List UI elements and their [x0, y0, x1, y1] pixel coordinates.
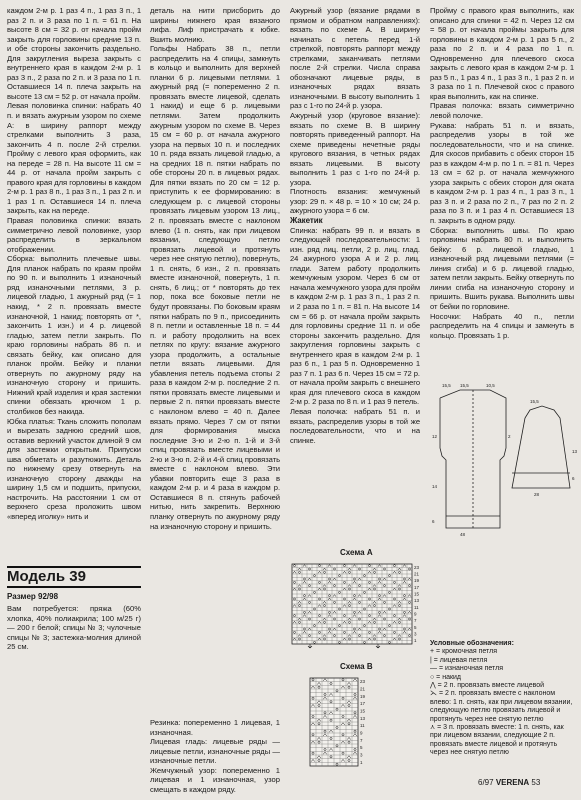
page-number: 53 [531, 778, 541, 787]
paragraph: Рукава: набрать 51 п. и вязать, распределив узоры в той же последовательности, что и на спинке. Для скосов прибавить с обеих сторон 15 раз в каждом 4-м р. по 1 п. = 81 п. Через 13 см = 62 р. от начала жемчужного узора закрыть с обеих сторон для оката в каждом 2-м р. 1 раз 4 п., 1 раз 3 п., 1 раз 3 п. и 2 раза по 2 п., 7 раз по 2 п. 2 раза по 3 п. и 1 раз 4 п. Оставшиеся 13 п. закрыть в одном ряду. [430, 120, 574, 226]
section-heading: Жакетик [290, 216, 323, 226]
model-title-box [7, 566, 141, 588]
paragraph: Правая полочка: вязать симметрично левой полочке. [430, 101, 574, 121]
legend-title: Условные обозначения: [430, 640, 514, 647]
row-number: 5 [360, 745, 363, 751]
row-number: 11 [414, 604, 419, 610]
svg-text:15,5: 15,5 [442, 383, 451, 388]
row-number: 3 [360, 752, 363, 758]
size-line: Размер 92/98 [7, 592, 59, 601]
row-number: 1 [360, 759, 363, 765]
scheme-b-label: Схема В [340, 662, 373, 671]
page-footer [478, 778, 540, 787]
legend [430, 640, 574, 758]
row-number: 17 [360, 701, 366, 707]
model-title: Модель 39 [7, 568, 86, 585]
row-number: 15 [360, 708, 366, 714]
row-number: 7 [360, 737, 363, 743]
svg-text:48: 48 [460, 532, 466, 537]
row-number: 9 [414, 611, 417, 617]
materials-text: Вам потребуется: пряжа (60% хлопка, 40% полиакрила; 100 м/25 г) — 200 г белой; спицы № 3; чулочные спицы № 3; застежка-молния длиной 25 см. [7, 604, 141, 651]
scheme-a-grid [288, 560, 428, 650]
paragraph: Гольфы Набрать 38 п., петли распределить на 4 спицы, замкнуть в кольцо и выполнить для верхней планки 6 р. лицевыми петлями. 1 ажурный ряд (= попеременно 2 п. провязать вместе лицевой, сделать 1 накид) и еще 6 р. лицевыми петлями. Затем продолжить ажурным узором по схеме В. Через 15 см = 60 р. от начала ажурного узора на первых 10 п. и последних 10 п. ряда вязать лицевой гладью, а на средних 18 п. пятки набрать по обе стороны 20 п. в лицевых рядах. Для пятки вязать по 20 см = 12 р. приступить к ее формированию: в следующем р. с лицевой стороны провязать лицевым узором 13 лиц., 2 п. провязать вместе с наклоном влево (1 п. снять, как при лицевом вязании, следующую петлю провязать лицевой и протянуть через нее снятую петлю), повернуть, 1 п. снять, 6 изн., 2 п. провязать вместе изнаночной, повернуть, 1 п. снять, 6 лиц.; от * повторять до тех пор, пока все боковые петли не будут провязаны. По боковым краям пятки набрать по 9 п., присоединить 8 п. петли и оставленные 18 п. = 44 п. и работу продолжить на всех петлях по кругу: вязание ажурного узора продолжить, а остальные петли вязать лицевыми. Для убавления петель подъема стопы 2 раза в каждом 2-м р. последние 2 п. пятки провязать вместе лицевыми и первые 2 п. пятки провязать вместе с наклоном влево = 40 п. Далее вязать прямо. Через 7 см от пятки для формирования мыска последние 3-ю и 2-ю п. 1-й и 3-й спиц провязать вместе лицевыми и 2-ю и 3-ю п. 2-й и 4-й спиц провязать вместе с наклоном влево. Эти убавки повторить еще 3 раза в каждом 2-м р. и 4 раза в каждом р. Оставшиеся 8 п. стянуть рабочей нитью, нить закрепить. Верхнюю планку отвернуть по ажурному ряду на изнаночную сторону и пришить. [150, 44, 280, 531]
scheme-a-label: Схема А [340, 548, 373, 557]
svg-text:2: 2 [508, 434, 511, 439]
repeat-arrow-left [308, 644, 312, 648]
row-number: 9 [360, 730, 363, 736]
issue-number: 6/97 [478, 778, 494, 787]
row-number: 23 [360, 679, 366, 685]
legend-item: | = лицевая петля [430, 656, 488, 664]
legend-item: ⋋ = 2 п. провязать вместе с наклоном влево: 1 п. снять, как при лицевом вязании, следующую петлю провязать лицевой и протянуть через нее снятую петлю [430, 690, 573, 723]
paragraph: Ажурный узор (круговое вязание): вязать по схеме В. В ширину повторять приведенный раппорт. На схеме приведены нечетные ряды кругового вязания, в четных рядах вязать лицевыми. В высоту выполнить 1 раз с 1-го по 24-й р. узора. [290, 111, 420, 187]
row-number: 15 [414, 591, 420, 597]
paragraph: каждом 2-м р. 1 раз 4 п., 1 раз 3 п., 1 раз 2 п. и 3 раза по 1 п. = 61 п. На высоте 8 см = 32 р. от начала пройм закрыть для горловины средние 13 п. и обе стороны закончить раздельно. Для закругления выреза закрыть с внутреннего края в каждом 2-м р. 1 раз 3 п., 2 раза по 2 п. и 3 раза по 1 п. Оставшиеся 14 п. плеча закрыть на высоте 13 см = 52 р. от начала пройм. [7, 6, 141, 101]
stitch-definitions [150, 718, 280, 794]
row-number: 17 [414, 584, 420, 590]
paragraph: Левая половинка спинки: набрать 40 п. и вязать ажурным узором по схеме А: в ширину раппорт между стрелками выполнить 3 раза, закончить 4 п. после 2-й стрелки. Пройму с левого края оформить, как на переде = 28 п. На высоте 11 см = 44 р. от начала пройм закрыть с правого края для горловины в каждом 2-м р. 1 раз 8 п., 1 раз 3 п., 1 раз 2 п. и 1 раз 1 п. Оставшиеся 14 п. плеча закрыть, как на переде. [7, 101, 141, 216]
row-number: 13 [360, 715, 366, 721]
legend-item: ⋏ = 3 п. провязать вместе: 1 п. снять, как при лицевом вязании, следующие 2 п. провязать вместе лицевой и протянуть через нее снятую петлю [430, 724, 564, 757]
paragraph: Юбка платья: Ткань сложить пополам и вырезать заднюю средний шов, оставив верхний участок длиной 9 см для застежки открытым. Припуски шва обметать и разутюжить. Деталь по нижнему срезу отвернуть на изнаночную сторону дважды на ширину 1,5 см и подшить, припуски, настрочить. На расстоянии 1 см от верхнего среза проложить швом «вперед иголку» нить и [7, 416, 141, 521]
paragraph: деталь на нити присборить до ширины нижнего края вязаного лифа. Лиф пристрачать к юбке. Вшить молнию. [150, 6, 280, 44]
legend-item: — = изнаночная петля [430, 665, 503, 673]
row-number: 7 [414, 618, 417, 624]
text-column-2 [150, 6, 280, 566]
garment-schematic [430, 378, 578, 563]
repeat-arrow-right [376, 644, 380, 648]
text-column-3 [290, 6, 420, 551]
text-column-1 [7, 6, 141, 566]
paragraph: Жемчужный узор: попеременно 1 лицевая и 1 изнаночная, узор смещать в каждом ряду. [150, 765, 280, 794]
text-column-4 [430, 6, 574, 366]
row-number: 19 [414, 578, 420, 584]
paragraph: Резинка: попеременно 1 лицевая, 1 изнаночная. [150, 718, 280, 737]
paragraph: Лицевая гладь: лицевые ряды — лицевые петли, изнаночные ряды — изнаночные петли. [150, 737, 280, 765]
svg-text:12: 12 [432, 434, 438, 439]
paragraph: Плотность вязания: жемчужный узор: 29 п. × 48 р. = 10 × 10 см; 24 р. ажурного узора = 6 см. [290, 187, 420, 216]
row-number: 21 [414, 571, 420, 577]
svg-text:28: 28 [534, 492, 540, 497]
row-number: 1 [414, 638, 417, 644]
row-number: 3 [414, 631, 417, 637]
svg-text:10,5: 10,5 [486, 383, 495, 388]
svg-text:13: 13 [572, 449, 578, 454]
paragraph: Правая половинка спинки: вязать симметрично левой половинке, узор распределить в зеркальном отображении. [7, 216, 141, 254]
paragraph: Левая полочка: набрать 51 п. и вязать, распределив узоры в той же последовательности, что и на спинке. [290, 406, 420, 445]
paragraph: Спинка: набрать 99 п. и вязать в следующей последовательности: 1 изн. ряд лиц. петли, 2 р. лиц. глад. 24 ажурного узора А и 2 р. лиц. глади. Затем работу продолжить жемчужным узором. Через 6 см от начала жемчужного узора для пройм в каждом 2-м р. 1 раз 3 п., 1 раз 2 п. и 2 раза по 1 п. = 81 п. На высоте 14 см = 66 р. от начала пройм закрыть для горловины средние 11 п. и обе стороны закончить раздельно. Для закругления горловины закрыть с внутреннего края в каждом 2-м р. 1 раз 6 п., 1 раз 5 п. Одновременно 1 раз 7 п. 1 раз 6 п. Через 15 см = 72 р. от начала пройм закрыть с внешнего края для плечевого скоса в каждом 2-м р. 2 раза по 8 п. и 1 раз 9 петель. [290, 225, 420, 407]
paragraph: Носочки: Набрать 40 п., петли распределить на 4 спицы и замкнуть в кольцо. Провязать 1 р. [430, 311, 574, 340]
svg-text:6: 6 [432, 519, 435, 524]
row-number: 23 [414, 564, 420, 570]
row-number: 19 [360, 693, 366, 699]
row-number: 5 [414, 624, 417, 630]
scheme-b-grid [300, 674, 380, 774]
svg-text:15,5: 15,5 [460, 383, 469, 388]
legend-item: + = кромочная петля [430, 648, 497, 656]
paragraph: Пройму с правого края выполнить, как описано для спинки = 42 п. Через 12 см = 58 р. от начала проймы закрыть для горловины в каждом 2-м р. 1 раз 5 п., 2 раза по 2 п. и 4 раза по 1 п. Одновременно для плечевого скоса закрыть с левого края в каждом 2-м р. 1 раз 5 п., 1 раз 4 п., 1 раз 3 п., 1 раз 2 п. и 3 раза по 1 п. Плечевой скос с правого края выполнить, как на спинке. [430, 6, 574, 101]
paragraph: Сборка: выполнить плечевые швы. Для планок набрать по краям пройм по 90 п. и выполнить 1 изнаночный ряд изнаночными петлями, 3 р. лицевой гладью, 1 ажурный ряд (= 1 накид, * 2 п. провязать вместе изнаночной, 1 накид; повторять от *, закончить 1 изн.) и 4 р. лицевой гладью, затем петли закрыть. По краю горловины набрать 86 п. и связать бейку, как описано для планок пройм. Бейку и планки отвернуть по ажурному ряду на изнаночную сторону и пришить. Нижний край изделия и края застежки спинки обвязать крючком 1 р. столбиков без накида. [7, 254, 141, 416]
row-number: 11 [360, 723, 365, 729]
paragraph: Ажурный узор (вязание рядами в прямом и обратном направлениях): вязать по схеме А. В ширину начинать с петель перед 1-й стрелкой, повторять раппорт между стрелками, заканчивать петлями после 2-й стрелки. Числа справа обозначают лицевые ряды, в изнаночных рядах вязать изнаночными. В высоту выполнить 1 раз с 1-го по 24-й р. узора. [290, 6, 420, 111]
paragraph: Сборка: выполнить швы. По краю горловины набрать 80 п. и выполнить бейку: 6 р. лицевой гладью, 1 изнаночный ряд лицевыми петлями (= линия сгиба) и 6 р. лицевой гладью, затем петли закрыть. Бейку отвернуть по линии сгиба на изнаночную сторону и пришить. Вшить рукава. Выполнить швы от бейки по горловине. [430, 225, 574, 311]
magazine-brand: VERENA [495, 778, 530, 787]
svg-text:15,5: 15,5 [530, 399, 539, 404]
row-number: 13 [414, 598, 420, 604]
legend-item: ○ = накид [430, 673, 462, 681]
legend-item: ⋀ = 2 п. провязать вместе лицевой [430, 682, 545, 690]
svg-text:6: 6 [572, 476, 575, 481]
svg-text:14: 14 [432, 484, 438, 489]
row-number: 21 [360, 686, 366, 692]
